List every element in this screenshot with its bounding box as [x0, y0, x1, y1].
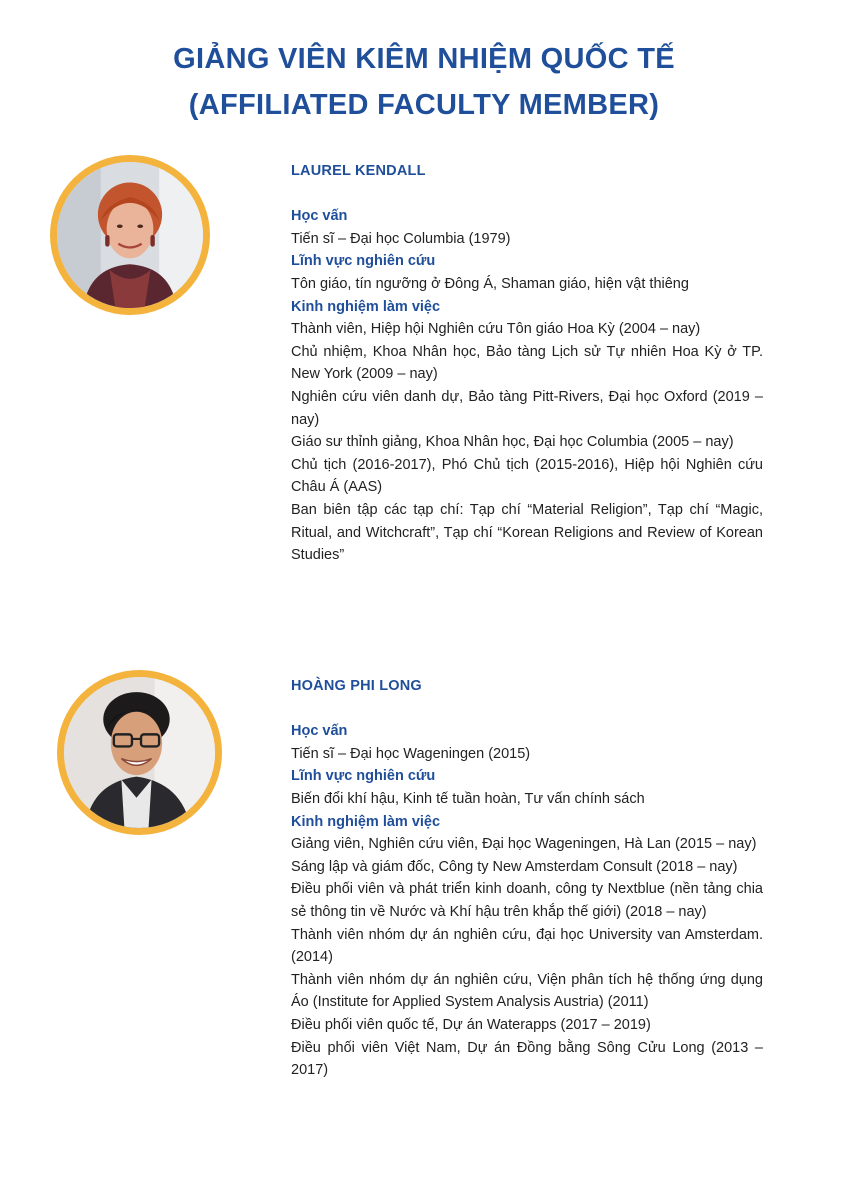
experience-item: Giáo sư thỉnh giảng, Khoa Nhân học, Đại học Columbia (2005 – nay)	[291, 434, 734, 451]
experience-item: Thành viên, Hiệp hội Nghiên cứu Tôn giáo Hoa Kỳ (2004 – nay)	[291, 321, 701, 338]
profile-name: LAUREL KENDALL	[291, 163, 426, 179]
experience-item: Thành viên nhóm dự án nghiên cứu, Viện phân tích hệ thống ứng dụng Áo (Institute for Applied System Analysis Austria) (2011)	[291, 971, 763, 1011]
profile-photo	[57, 162, 203, 308]
experience-item: Giảng viên, Nghiên cứu viên, Đại học Wageningen, Hà Lan (2015 – nay)	[291, 836, 757, 853]
profile-photo	[64, 677, 215, 828]
experience-item: Chủ tịch (2016-2017), Phó Chủ tịch (2015-2016), Hiệp hội Nghiên cứu Châu Á (AAS)	[291, 456, 763, 496]
profile-photo-frame	[50, 155, 210, 315]
education-heading: Học vấn	[291, 723, 348, 740]
page-title-line-2: (AFFILIATED FACULTY MEMBER)	[188, 89, 660, 121]
education-heading: Học vấn	[291, 208, 348, 225]
research-item: Biến đổi khí hậu, Kinh tế tuần hoàn, Tư vấn chính sách	[291, 790, 645, 807]
education-item: Tiến sĩ – Đại học Wageningen (2015)	[291, 745, 531, 762]
research-item: Tôn giáo, tín ngưỡng ở Đông Á, Shaman giáo, hiện vật thiêng	[291, 275, 689, 292]
experience-item: Điều phối viên Việt Nam, Dự án Đồng bằng Sông Cửu Long (2013 – 2017)	[291, 1039, 763, 1079]
experience-item: Chủ nhiệm, Khoa Nhân học, Bảo tàng Lịch sử Tự nhiên Hoa Kỳ ở TP. New York (2009 – nay)	[291, 343, 763, 383]
profile-bio	[291, 155, 763, 567]
research-heading: Lĩnh vực nghiên cứu	[291, 768, 436, 785]
education-item: Tiến sĩ – Đại học Columbia (1979)	[291, 230, 511, 247]
research-heading: Lĩnh vực nghiên cứu	[291, 253, 436, 270]
profile-name: HOÀNG PHI LONG	[291, 678, 422, 694]
experience-item: Nghiên cứu viên danh dự, Bảo tàng Pitt-Rivers, Đại học Oxford (2019 – nay)	[291, 388, 763, 428]
experience-heading: Kinh nghiệm làm việc	[291, 813, 441, 830]
experience-item: Ban biên tập các tạp chí: Tạp chí “Material Religion”, Tạp chí “Magic, Ritual, and Witchcraft”, Tạp chí “Korean Religions and Review of Korean Studies”	[291, 501, 763, 564]
experience-heading: Kinh nghiệm làm việc	[291, 298, 441, 315]
experience-item: Thành viên nhóm dự án nghiên cứu, đại học University van Amsterdam. (2014)	[291, 926, 763, 966]
profile-bio	[291, 670, 763, 1082]
page-title-line-1: GIẢNG VIÊN KIÊM NHIỆM QUỐC TẾ	[173, 43, 675, 75]
experience-item: Sáng lập và giám đốc, Công ty New Amsterdam Consult (2018 – nay)	[291, 858, 738, 875]
experience-item: Điều phối viên và phát triển kinh doanh, công ty Nextblue (nền tảng chia sẻ thông tin về Nước và Khí hậu trên khắp thế giới) (2018 – nay)	[291, 881, 763, 920]
experience-item: Điều phối viên quốc tế, Dự án Waterapps (2017 – 2019)	[291, 1016, 651, 1033]
profile-photo-frame	[57, 670, 222, 835]
page-title	[0, 36, 848, 128]
